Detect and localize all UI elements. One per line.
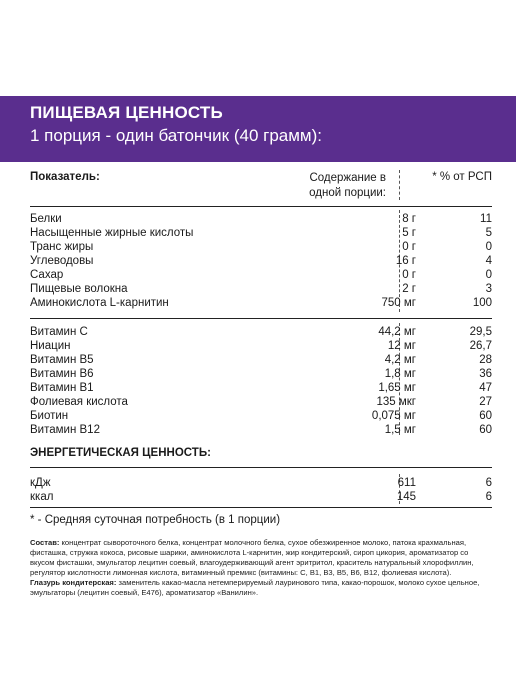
- column-header-rsp: * % от РСП: [432, 171, 492, 183]
- page-title: ПИЩЕВАЯ ЦЕННОСТЬ: [30, 103, 223, 122]
- nutrient-amount: 16 г: [395, 255, 416, 267]
- vitamin-amount: 1,8 мг: [384, 368, 416, 380]
- vitamin-amount: 12 мг: [387, 340, 416, 352]
- energy-percent: 6: [485, 491, 492, 503]
- table-row: [30, 226, 492, 240]
- nutrient-percent: 0: [485, 269, 492, 281]
- vitamin-amount: 4,2 мг: [384, 354, 416, 366]
- nutrient-percent: 100: [472, 297, 492, 309]
- nutrient-name: Углеводовы: [30, 255, 94, 267]
- nutrient-percent: 5: [485, 227, 492, 239]
- energy-title: ЭНЕРГЕТИЧЕСКАЯ ЦЕННОСТЬ:: [30, 447, 211, 459]
- divider-line: [30, 467, 492, 468]
- table-row: [30, 240, 492, 254]
- table-row: [30, 268, 492, 282]
- page-subtitle: 1 порция - один батончик (40 грамм):: [30, 126, 322, 145]
- vitamin-percent: 29,5: [469, 326, 492, 338]
- nutrient-amount: 5 г: [402, 227, 416, 239]
- vitamin-amount: 1,5 мг: [384, 424, 416, 436]
- vitamin-amount: 44,2 мг: [378, 326, 416, 338]
- vitamin-name: Витамин В6: [30, 368, 94, 380]
- nutrient-name: Пищевые волокна: [30, 283, 128, 295]
- vitamin-name: Витамин В1: [30, 382, 94, 394]
- table-row: [30, 367, 492, 381]
- nutrient-percent: 11: [480, 213, 492, 225]
- table-row: [30, 490, 492, 504]
- nutrient-amount: 750 мг: [381, 297, 416, 309]
- composition-text: [30, 538, 492, 598]
- vitamin-amount: 135 мкг: [376, 396, 416, 408]
- vitamin-percent: 60: [479, 424, 492, 436]
- nutrient-percent: 3: [485, 283, 492, 295]
- title-banner: [0, 96, 516, 162]
- nutrient-percent: 0: [485, 241, 492, 253]
- vitamin-name: Ниацин: [30, 340, 71, 352]
- table-row: [30, 325, 492, 339]
- table-row: [30, 254, 492, 268]
- vitamin-percent: 36: [479, 368, 492, 380]
- vitamin-name: Витамин В12: [30, 424, 100, 436]
- table-row: [30, 409, 492, 423]
- vitamin-percent: 60: [479, 410, 492, 422]
- nutrient-amount: 0 г: [402, 269, 416, 281]
- nutrient-name: Насыщенные жирные кислоты: [30, 227, 194, 239]
- vitamin-percent: 27: [479, 396, 492, 408]
- energy-unit: ккал: [30, 491, 54, 503]
- nutrient-name: Белки: [30, 213, 62, 225]
- table-row: [30, 353, 492, 367]
- energy-unit: кДж: [30, 477, 51, 489]
- nutrient-amount: 0 г: [402, 241, 416, 253]
- vitamin-amount: 0,075 мг: [371, 410, 416, 422]
- column-header-amount: Содержание в одной порции:: [309, 172, 386, 199]
- nutrient-amount: 2 г: [402, 283, 416, 295]
- energy-percent: 6: [485, 477, 492, 489]
- column-header-param: Показатель:: [30, 171, 100, 183]
- divider-line: [30, 318, 492, 319]
- footnote: * - Средняя суточная потребность (в 1 порции): [30, 514, 281, 526]
- table-row: [30, 296, 492, 310]
- glaze-body: заменитель какао-масла нетемперируемый лауринового типа, какао-порошок, молоко сухое цельное, эмульгаторы (лецитин соевый, Е476), ароматизатор «Ванилин».: [30, 578, 480, 597]
- divider-line: [30, 206, 492, 207]
- table-row: [30, 395, 492, 409]
- nutrient-name: Аминокислота L-карнитин: [30, 297, 169, 309]
- table-row: [30, 381, 492, 395]
- table-row: [30, 212, 492, 226]
- vitamin-name: Витамин С: [30, 326, 88, 338]
- table-row: [30, 282, 492, 296]
- energy-amount: 611: [397, 477, 416, 489]
- vitamin-amount: 1,65 мг: [378, 382, 416, 394]
- nutrient-name: Сахар: [30, 269, 64, 281]
- table-row: [30, 339, 492, 353]
- composition-body: концентрат сывороточного белка, концентрат молочного белка, сухое обезжиренное молоко, патока крахмальная, фисташка, стружка кокоса, рисовые шарики, аминокислота L-карнитин, жир кондитерский, сироп цикория, ароматизатор со вкусом фисташки, эмульгатор лецитин соевый, влагоудерживающий агент эритритол, краситель натуральный хлорофиллин, регулятор кислотности лимонная кислота, витаминный премикс (витамины: С, В1, В3, В5, В6, В12, фолиевая кислота).: [30, 538, 474, 577]
- composition-label: Состав:: [30, 538, 60, 547]
- vitamin-percent: 47: [479, 382, 492, 394]
- glaze-label: Глазурь кондитерская:: [30, 578, 117, 587]
- vitamin-name: Биотин: [30, 410, 69, 422]
- nutrient-amount: 8 г: [402, 213, 416, 225]
- table-row: [30, 476, 492, 490]
- divider-line: [30, 507, 492, 508]
- vitamin-name: Фолиевая кислота: [30, 396, 128, 408]
- energy-amount: 145: [396, 491, 416, 503]
- column-divider: [399, 170, 400, 200]
- table-row: [30, 423, 492, 437]
- vitamin-percent: 28: [479, 354, 492, 366]
- vitamin-name: Витамин В5: [30, 354, 94, 366]
- vitamin-percent: 26,7: [469, 340, 492, 352]
- nutrient-name: Транс жиры: [30, 241, 94, 253]
- nutrient-percent: 4: [485, 255, 492, 267]
